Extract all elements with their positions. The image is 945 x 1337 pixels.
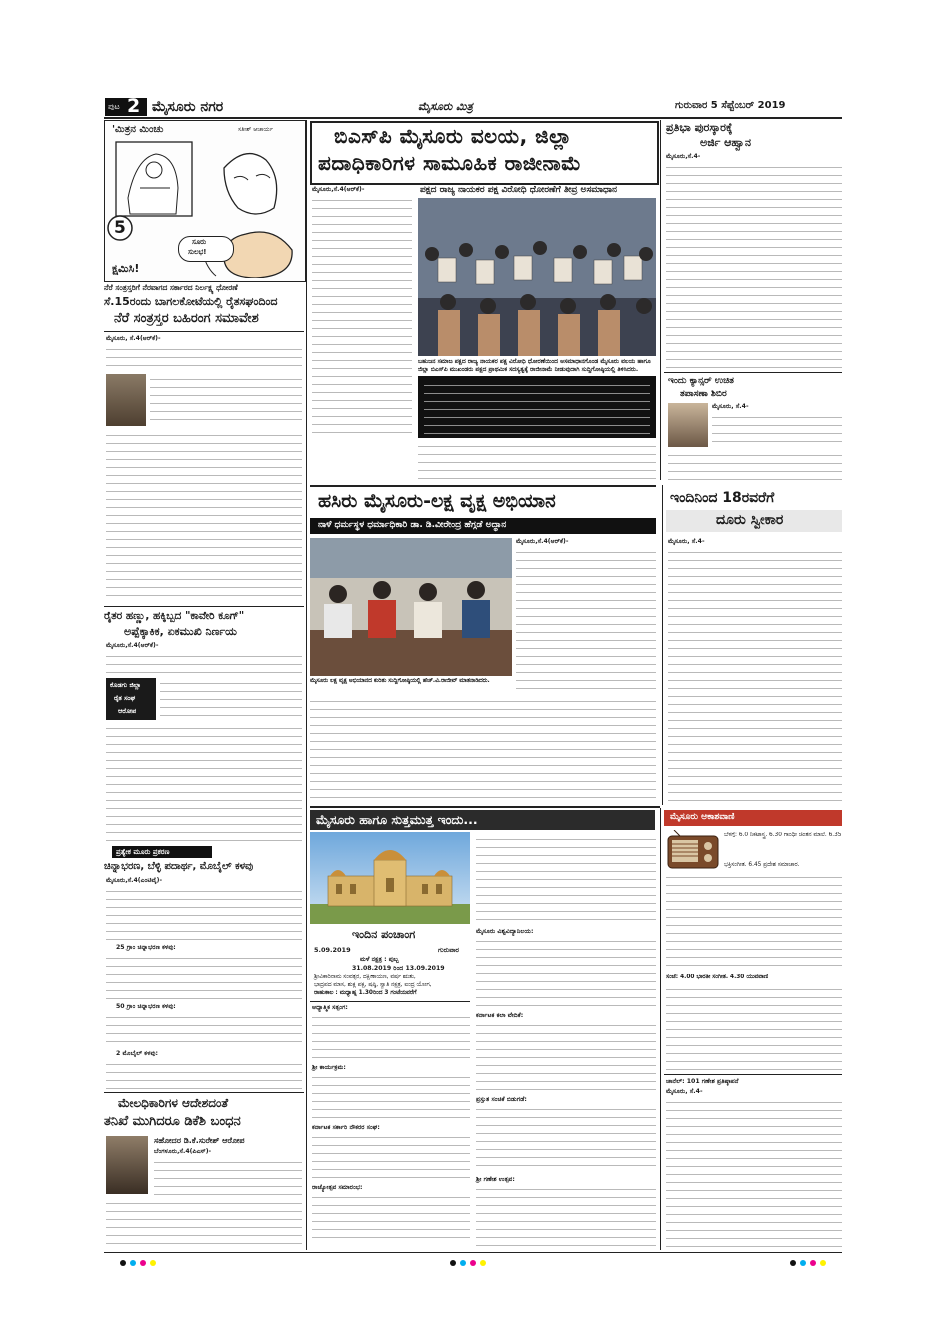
kaveri-body-top	[106, 651, 302, 675]
radio-dateline: ಮೈಸೂರು, ಸೆ.4-	[666, 1088, 703, 1095]
theft-body-2	[106, 953, 302, 1001]
cancer-photo	[668, 403, 708, 447]
events-item-1: ಆಧ್ಯಾತ್ಮಿಕ ಸತ್ಸಂಗ:	[312, 1004, 348, 1011]
registration-dot-black-3	[790, 1260, 796, 1266]
lead-highlight-lines	[424, 380, 650, 434]
radio-evening: ಸಂಜೆ: 4.00 ಭಾರತೀ ಸಂಗೀತ. 4.30 ಯುವವಾಣಿ	[666, 974, 769, 980]
kaveri-body-bottom	[106, 723, 302, 843]
theft-kicker: ಪ್ರತ್ಯೇಕ ಮೂರು ಪ್ರಕರಣ	[116, 848, 170, 856]
kaveri-headline-1: ರೈತರ ಹಣ್ಣು, ಹಕ್ಕಿಬ್ಬದ "ಕಾವೇರಿ ಕೂಗ್"	[104, 610, 245, 622]
green-headline: ಹಸಿರು ಮೈಸೂರು-ಲಕ್ಷ ವೃಕ್ಷ ಅಭಿಯಾನ	[318, 490, 556, 512]
lead-dateline: ಮೈಸೂರು,ಸೆ.4(ಆರ್‌ಕೆ)-	[312, 186, 365, 193]
theft-subhead-3: 2 ಮೊಬೈಲ್ ಕಳವು:	[116, 1050, 158, 1057]
theft-body-3	[106, 1012, 302, 1048]
events-header: ಮೈಸೂರು ಹಾಗೂ ಸುತ್ತಮುತ್ತ ಇಂದು...	[316, 812, 478, 827]
kaveri-side-label-3: ಆರೋಪ	[118, 707, 137, 715]
panchanga-line-3: ಶ್ರೀವಿಕಾರಿನಾಮ ಸಂವತ್ಸರ, ದಕ್ಷಿಣಾಯಣ, ವರ್ಷ ಋತು,	[314, 974, 416, 980]
theft-dateline: ಮೈಸೂರು,ಸೆ.4(ಎಂಟಿವೈ)-	[106, 877, 163, 884]
registration-dot-black-1	[120, 1260, 126, 1266]
dk-headline-1: ಮೇಲಧಿಕಾರಿಗಳ ಆದೇಶದಂತೆ	[118, 1096, 229, 1110]
award-headline-1: ಪ್ರತಿಭಾ ಪುರಸ್ಕಾರಕ್ಕೆ	[666, 121, 733, 134]
green-rule	[310, 485, 656, 487]
dk-body-side	[154, 1157, 302, 1195]
registration-dot-magenta-2	[470, 1260, 476, 1266]
footer-rule	[104, 1252, 842, 1253]
flood-kicker: ನೆರೆ ಸಂತ್ರಸ್ತರಿಗೆ ನೆರವಾಗದ ಸರ್ಕಾರದ ನಿರ್ಲಕ್ಷ್ಯ ಧೋರಣೆ	[104, 283, 238, 292]
lead-photo-caption: ಬಹುಜನ ಸಮಾಜ ಪಕ್ಷದ ರಾಜ್ಯ ನಾಯಕರ ಪಕ್ಷ ವಿರೋಧಿ ಧೋರಣೆಯಿಂದ ಅಸಮಾಧಾನಗೊಂಡ ಮೈಸೂರು ವಲಯ ಹಾಗೂ ಜಿಲ್ಲಾ ಬಿಎಸ್‌ಪಿ ಮುಖಂಡರು ಪಕ್ಷದ ಪ್ರಾಥಮಿಕ ಸದಸ್ಯತ್ವಕ್ಕೆ ರಾಜೀನಾಮೆ ನೀಡುವುದಾಗಿ ಸುದ್ದಿಗೋಷ್ಠಿಯಲ್ಲಿ ತಿಳಿಸಿದರು.	[418, 358, 651, 373]
theft-body-4	[106, 1059, 302, 1089]
lead-headline-2: ಪದಾಧಿಕಾರಿಗಳ ಸಾಮೂಹಿಕ ರಾಜೀನಾಮೆ	[318, 151, 582, 175]
flood-body-side	[150, 374, 302, 426]
column-rule-radio	[660, 808, 661, 1250]
lead-body-col-1	[312, 195, 412, 440]
column-rule-right	[660, 120, 661, 480]
section-title: ಮೈಸೂರು ನಗರ	[152, 99, 224, 115]
header-rule	[104, 117, 842, 119]
flood-rule	[104, 331, 304, 332]
flood-body-bottom	[106, 430, 302, 602]
events-item-4: ಕರ್ನಾಟಕ ಕಲಾ ವೇದಿಕೆ:	[476, 1012, 524, 1019]
complaints-body	[668, 547, 842, 802]
cancer-headline-1: ಇಂದು ಕ್ಯಾನ್ಸರ್ ಉಚಿತ	[668, 376, 734, 386]
green-dateline: ಮೈಸೂರು,ಸೆ.4(ಆರ್‌ಕೆ)-	[516, 538, 569, 545]
complaints-dateline: ಮೈಸೂರು, ಸೆ.4-	[668, 538, 705, 545]
kaveri-side-label-1: ಕೊಡಗು ಜಿಲ್ಲಾ	[110, 681, 141, 689]
events-item-3: ಶ್ರೀ ಕಾರ್ಯಕ್ರಮ:	[312, 1064, 346, 1071]
radio-line-2: ಭಕ್ತಿಸಂಗೀತ. 6.45 ಪ್ರದೇಶ ಸಮಾಚಾರ.	[724, 862, 800, 868]
page-number: 2	[127, 95, 141, 117]
registration-dot-black-2	[450, 1260, 456, 1266]
radio-body-2	[666, 984, 842, 1072]
registration-dot-yellow-3	[820, 1260, 826, 1266]
cartoon-bubble-text: ಸುಲಭ!	[188, 248, 207, 256]
panchanga-day: ಗುರುವಾರ	[438, 946, 459, 954]
flood-body-top	[106, 344, 302, 372]
flood-headline-1: ಸೆ.15ರಂದು ಬಾಗಲಕೋಟೆಯಲ್ಲಿ ರೈತಸಘಂದಿಂದ	[104, 295, 278, 308]
cartoon-caption: ಕ್ಷಮಿಸಿ!	[112, 262, 140, 275]
green-photo-caption: ಮೈಸೂರು ಲಕ್ಷ ವೃಕ್ಷ ಅಭಿಯಾನದ ಕುರಿತು ಸುದ್ದಿಗೋಷ್ಠಿಯಲ್ಲಿ ಹೆಚ್.ವಿ.ರಾಜೀವ್ ಮಾತನಾಡಿದರು.	[310, 678, 490, 684]
flood-headline-2: ನೆರೆ ಸಂತ್ರಸ್ತರ ಬಹಿರಂಗ ಸಮಾವೇಶ	[114, 311, 259, 326]
issue-date: ಗುರುವಾರ 5 ಸೆಪ್ಟೆಂಬರ್ 2019	[675, 100, 786, 111]
radio-header: ಮೈಸೂರು ಆಕಾಶವಾಣಿ	[670, 812, 735, 822]
masthead: ಮೈಸೂರು ಮಿತ್ರ	[418, 100, 473, 113]
flood-dateline: ಮೈಸೂರು, ಸೆ.4(ಆರ್‌ಕೆ)-	[106, 335, 161, 342]
theft-subhead-1: 25 ಗ್ರಾಂ ಚಿನ್ನಾಭರಣ ಕಳವು:	[116, 944, 176, 951]
kaveri-body-side	[160, 678, 302, 720]
events-list-right	[476, 834, 656, 1249]
kaveri-dateline: ಮೈಸೂರು,ಸೆ.4(ಆರ್‌ಕೆ)-	[106, 642, 159, 649]
column-rule-left	[306, 120, 307, 1250]
radio-body-1	[666, 872, 842, 972]
green-body-bottom	[310, 696, 656, 802]
dk-rule	[104, 1092, 304, 1093]
panchanga-line-5: ರಾಹುಕಾಲ : ಮಧ್ಯಾಹ್ನ 1.30ರಿಂದ 3 ಗಂಟೆಯವರೆಗೆ	[314, 990, 417, 996]
column-rule-complaints	[662, 485, 663, 805]
events-item-7: ರಾಜ್ಯೋತ್ಸವ ಸಮಾರಂಭ:	[312, 1184, 363, 1191]
cancer-body-side	[712, 412, 842, 448]
flood-photo	[106, 374, 146, 426]
events-item-6: ಪ್ರಸ್ತುತ ಸಂಚಿಕೆ ಬಿಡುಗಡೆ:	[476, 1096, 527, 1103]
registration-dot-cyan-1	[130, 1260, 136, 1266]
award-body	[666, 162, 842, 370]
cancer-headline-2: ತಪಾಸಣಾ ಶಿಬಿರ	[680, 389, 727, 399]
award-headline-2: ಅರ್ಜಿ ಆಹ್ವಾನ	[700, 136, 752, 149]
radio-body-3	[666, 1097, 842, 1249]
events-item-8: ಶ್ರೀ ಗಣೇಶ ಉತ್ಸವ:	[476, 1176, 515, 1183]
radio-rule	[664, 1074, 842, 1075]
green-subhead: ನಾಳೆ ಧರ್ಮಸ್ಥಳ ಧರ್ಮಾಧಿಕಾರಿ ಡಾ. ಡಿ.ವೀರೇಂದ್ರ ಹೆಗ್ಗಡೆ ಅದ್ಧಾನ	[318, 520, 507, 530]
green-photo	[310, 538, 512, 676]
cartoon-artist: ಸತೀಶ್ ಆಚಾರ್ಯ	[238, 126, 273, 133]
panchanga-title: ಇಂದಿನ ಪಂಚಾಂಗ	[352, 928, 416, 941]
dk-headline-2: ತನಿಖೆ ಮುಗಿದರೂ ಡಿಕೆಶಿ ಬಂಧನ	[104, 1114, 241, 1129]
registration-dot-cyan-2	[460, 1260, 466, 1266]
radio-icon	[666, 830, 720, 870]
award-rule	[664, 372, 842, 373]
complaints-headline-2: ದೂರು ಸ್ವೀಕಾರ	[716, 512, 784, 528]
theft-headline: ಚಿನ್ನಾಭರಣ, ಬೆಳ್ಳಿ ಪದಾರ್ಥ, ಮೊಬೈಲ್ ಕಳವು	[104, 861, 254, 872]
complaints-headline-1: ಇಂದಿನಿಂದ 18ರವರೆಗೆ	[670, 490, 775, 506]
panchanga-line-2: 31.08.2019 ರಿಂದ 13.09.2019	[352, 965, 445, 972]
cartoon-title: 'ಮಿತ್ರನ ಮಿಂಚು	[112, 124, 164, 135]
kaveri-headline-2: ಅಪ್ಪೆಕ್ಕಾಕಿಕ, ಏಕಮುಖಿ ನಿರ್ಣಯ	[124, 625, 237, 638]
events-item-5: ಕರ್ನಾಟಕ ಸರ್ಕಾರಿ ನೌಕರರ ಸಂಘ:	[312, 1124, 380, 1131]
panchanga-line-1: ಮಳೆ ನಕ್ಷತ್ರ : ಪುಬ್ಬ	[360, 956, 399, 963]
lead-subhead: ಪಕ್ಷದ ರಾಜ್ಯ ನಾಯಕರ ಪಕ್ಷ ವಿರೋಧಿ ಧೋರಣೆಗೆ ತೀವ್ರ ಅಸಮಾಧಾನ	[420, 185, 618, 195]
lead-photo	[418, 198, 656, 356]
cancer-dateline: ಮೈಸೂರು, ಸೆ.4-	[712, 403, 749, 410]
dk-body-bottom	[106, 1198, 302, 1248]
cartoon-bubble-top: ಸೂರು	[192, 238, 207, 246]
radio-line-1: ಬೆಳಗ್ಗೆ: 6.0 ನಿಕಟಾಸ್ತ್ರ. 6.30 ಗಾಂಧೀ ಚಿಂತನ ಮಾಲೆ. 6.35	[724, 832, 842, 838]
cancer-body-bottom	[668, 450, 842, 482]
registration-dot-magenta-3	[810, 1260, 816, 1266]
panchanga-date: 5.09.2019	[314, 946, 351, 954]
kaveri-side-label-2: ರೈತ ಸಂಘ	[114, 694, 136, 702]
theft-body-1	[106, 886, 302, 942]
panchanga-line-4: ಭಾದ್ರಪದ ಮಾಸ, ಶುಕ್ಲ ಪಕ್ಷ, ಷಷ್ಠಿ, ಸ್ವಾತಿ ನಕ್ಷತ್ರ, ಐಂದ್ರ ಯೋಗ,	[314, 982, 432, 988]
cartoon-number: 5	[114, 218, 126, 238]
kaveri-rule	[104, 606, 304, 607]
green-body-right	[516, 547, 656, 692]
radio-news: ಚಾನೆಲ್: 101 ಗಣೇಶ ಪ್ರತಿಷ್ಠಾಪನೆ	[666, 1078, 739, 1085]
panchanga-rule	[310, 1001, 470, 1002]
events-list-left	[312, 1004, 470, 1249]
registration-dot-magenta-1	[140, 1260, 146, 1266]
lead-body-bottom	[418, 441, 656, 481]
theft-subhead-2: 50 ಗ್ರಾಂ ಚಿನ್ನಾಭರಣ ಕಳವು:	[116, 1003, 176, 1010]
award-dateline: ಮೈಸೂರು,ಸೆ.4-	[666, 153, 701, 160]
dk-photo	[106, 1136, 148, 1194]
palace-image	[310, 832, 470, 924]
dk-dateline: ಬೆಂಗಳೂರು,ಸೆ.4(ಪಿಎಸ್‌)-	[154, 1148, 212, 1155]
events-rule	[310, 806, 660, 808]
registration-dot-cyan-3	[800, 1260, 806, 1266]
registration-dot-yellow-2	[480, 1260, 486, 1266]
registration-dot-yellow-1	[150, 1260, 156, 1266]
dk-kicker: ಸಹೋದರ ಡಿ.ಕೆ.ಸುರೇಶ್ ಆರೋಪ	[154, 1136, 245, 1145]
events-item-2: ಮೈಸೂರು ವಿಶ್ವವಿದ್ಯಾನಿಲಯ:	[476, 928, 534, 935]
page-label: ಪುಟ	[108, 102, 120, 111]
lead-headline-1: ಬಿಎಸ್‌ಪಿ ಮೈಸೂರು ವಲಯ, ಜಿಲ್ಲಾ	[334, 124, 572, 148]
